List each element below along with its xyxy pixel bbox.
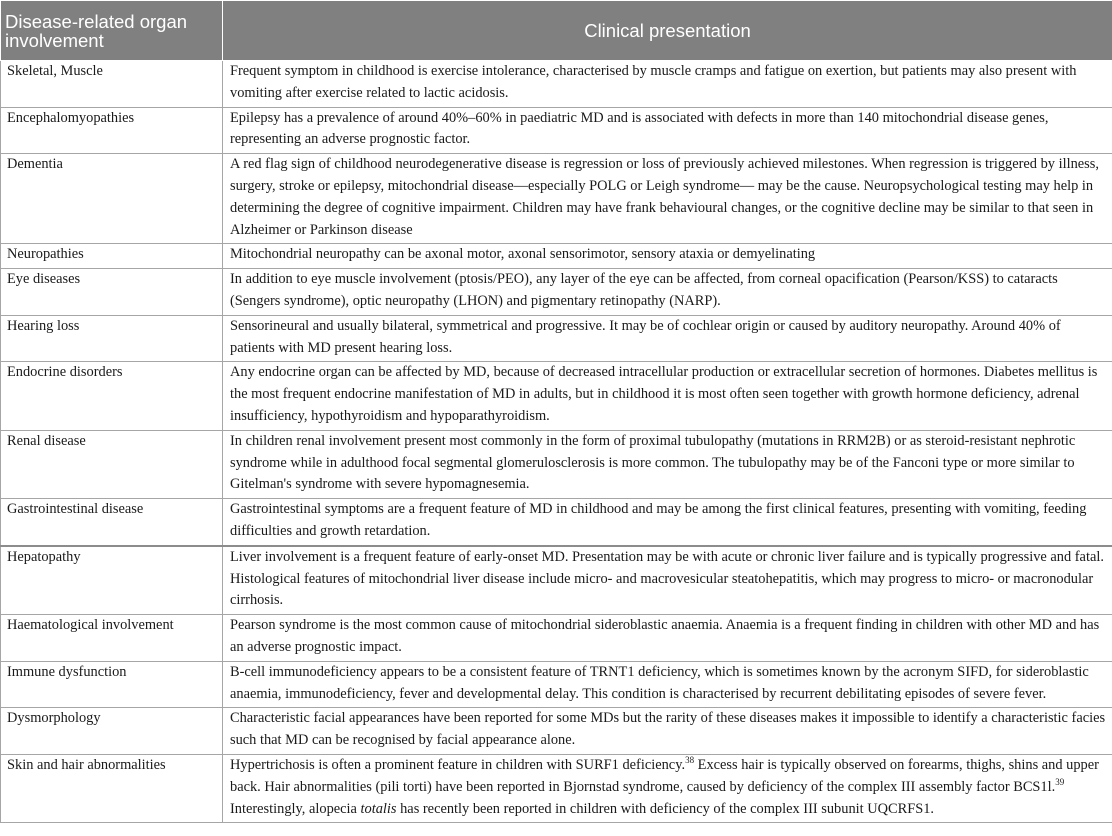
- table-row: [1, 269, 1112, 316]
- table-row: [1, 499, 1112, 546]
- citation-39[interactable]: 39: [1055, 776, 1065, 787]
- table-row: [1, 661, 1112, 708]
- presentation-cell: Mitochondrial neuropathy can be axonal motor, axonal sensorimotor, sensory ataxia or demyelinating: [223, 244, 1112, 269]
- presentation-cell: In addition to eye muscle involvement (ptosis/PEO), any layer of the eye can be affected, from corneal opacification (Pearson/KSS) to cataracts (Sengers syndrome), optic neuropathy (LHON) and pigmentary retinopathy (NARP).: [223, 269, 1112, 316]
- header-clinical-presentation: Clinical presentation: [223, 1, 1112, 61]
- presentation-cell: Frequent symptom in childhood is exercise intolerance, characterised by muscle cramps and fatigue on exertion, but patients may also present with vomiting after exercise related to lactic acidosis.: [223, 61, 1112, 108]
- organ-cell: Hepatopathy: [1, 546, 223, 615]
- presentation-text: Interestingly, alopecia: [230, 800, 361, 817]
- organ-cell: Haematological involvement: [1, 615, 223, 662]
- presentation-text: Hypertrichosis is often a prominent feature in children with SURF1 deficiency.: [230, 756, 686, 773]
- presentation-cell: [223, 754, 1112, 822]
- presentation-text: Excess hair is typically observed on forearms, thighs, shins and upper back. Hair abnormalities (pili torti) have been reported in Bjornstad syndrome, caused by deficiency of the complex III assembly factor BCS1l.: [230, 756, 1099, 795]
- italic-term: totalis: [360, 800, 397, 817]
- table-row: [1, 615, 1112, 662]
- presentation-cell: A red flag sign of childhood neurodegenerative disease is regression or loss of previously achieved milestones. When regression is triggered by illness, surgery, stroke or epilepsy, mitochondrial disease—especially POLG or Leigh syndrome— may be the cause. Neuropsychological testing may help in determining the degree of cognitive impairment. Children may have frank behavioural changes, or the cognitive decline may be similar to that seen in Alzheimer or Parkinson disease: [223, 154, 1112, 244]
- organ-cell: Renal disease: [1, 430, 223, 498]
- table-row: [1, 315, 1112, 362]
- presentation-cell: Pearson syndrome is the most common cause of mitochondrial sideroblastic anaemia. Anaemia is a frequent finding in children with other MD and has an adverse prognostic impact.: [223, 615, 1112, 662]
- organ-cell: Neuropathies: [1, 244, 223, 269]
- table-row: [1, 430, 1112, 498]
- table-row: [1, 546, 1112, 615]
- presentation-cell: Liver involvement is a frequent feature of early-onset MD. Presentation may be with acute or chronic liver failure and is typically progressive and fatal. Histological features of mitochondrial liver disease include micro- and macrovesicular steatohepatitis, which may progress to micro- or macronodular cirrhosis.: [223, 546, 1112, 615]
- table-row: [1, 362, 1112, 430]
- table-row: [1, 754, 1112, 822]
- citation-38[interactable]: 38: [685, 755, 695, 766]
- presentation-cell: Epilepsy has a prevalence of around 40%–60% in paediatric MD and is associated with defects in more than 140 mitochondrial disease genes, representing an adverse prognostic factor.: [223, 107, 1112, 154]
- organ-cell: Skeletal, Muscle: [1, 61, 223, 108]
- table-header-row: [1, 1, 1112, 61]
- organ-cell: Endocrine disorders: [1, 362, 223, 430]
- presentation-cell: Characteristic facial appearances have been reported for some MDs but the rarity of these diseases makes it impossible to identify a characteristic facies such that MD can be recognised by facial appearance alone.: [223, 708, 1112, 755]
- table-row: [1, 154, 1112, 244]
- table-row: [1, 107, 1112, 154]
- header-organ-involvement: Disease-related organ involvement: [1, 1, 223, 61]
- organ-cell: Immune dysfunction: [1, 661, 223, 708]
- table-row: [1, 61, 1112, 108]
- organ-cell: Hearing loss: [1, 315, 223, 362]
- presentation-cell: Any endocrine organ can be affected by MD, because of decreased intracellular production or extracellular secretion of hormones. Diabetes mellitus is the most frequent endocrine manifestation of MD in adults, but in childhood it is most often seen together with growth hormone deficiency, adrenal insufficiency, hypothyroidism and hypoparathyroidism.: [223, 362, 1112, 430]
- organ-cell: Skin and hair abnormalities: [1, 754, 223, 822]
- table-row: [1, 244, 1112, 269]
- presentation-cell: Gastrointestinal symptoms are a frequent feature of MD in childhood and may be among the first clinical features, presenting with vomiting, feeding difficulties and growth retardation.: [223, 499, 1112, 546]
- presentation-cell: Sensorineural and usually bilateral, symmetrical and progressive. It may be of cochlear origin or caused by auditory neuropathy. Around 40% of patients with MD present hearing loss.: [223, 315, 1112, 362]
- presentation-cell: In children renal involvement present most commonly in the form of proximal tubulopathy (mutations in RRM2B) or as steroid-resistant nephrotic syndrome while in adulthood focal segmental glomerulosclerosis is more common. The tubulopathy may be of the Fanconi type or more similar to Gitelman's syndrome with severe hypomagnesemia.: [223, 430, 1112, 498]
- organ-cell: Encephalomyopathies: [1, 107, 223, 154]
- table-row: [1, 708, 1112, 755]
- organ-cell: Gastrointestinal disease: [1, 499, 223, 546]
- organ-cell: Dementia: [1, 154, 223, 244]
- presentation-cell: B-cell immunodeficiency appears to be a consistent feature of TRNT1 deficiency, which is sometimes known by the acronym SIFD, for sideroblastic anaemia, immunodeficiency, fever and developmental delay. This condition is characterised by recurrent debilitating episodes of severe fever.: [223, 661, 1112, 708]
- presentation-text: has recently been reported in children with deficiency of the complex III subunit UQCRFS1.: [396, 800, 935, 817]
- organ-cell: Dysmorphology: [1, 708, 223, 755]
- organ-cell: Eye diseases: [1, 269, 223, 316]
